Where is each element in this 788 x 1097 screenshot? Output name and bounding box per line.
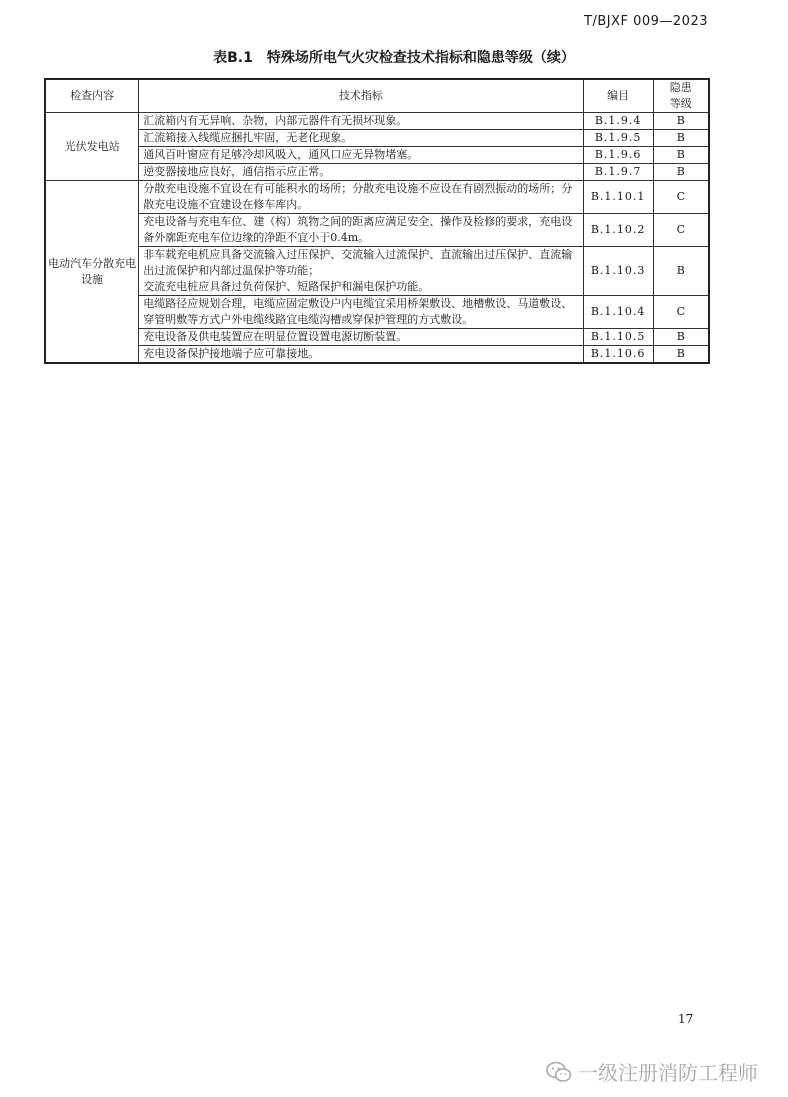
code-cell: B.1.9.7 [583, 164, 653, 181]
grade-cell: C [653, 181, 709, 214]
watermark [546, 1057, 758, 1086]
indicator-cell: 充电设备保护接地端子应可靠接地。 [139, 346, 583, 364]
header-code: 编目 [583, 79, 653, 113]
header-category: 检查内容 [45, 79, 139, 113]
indicator-cell: 非车载充电机应具备交流输入过压保护、交流输入过流保护、直流输出过压保护、直流输出过流保护和内部过温保护等功能； 交流充电桩应具备过负荷保护、短路保护和漏电保护功能。 [139, 247, 583, 296]
category-cell-ev: 电动汽车分散充电设施 [45, 181, 139, 364]
indicator-cell: 汇流箱内有无异响、杂物，内部元器件有无损坏现象。 [139, 113, 583, 130]
code-cell: B.1.10.3 [583, 247, 653, 296]
table-row [45, 147, 709, 164]
code-cell: B.1.10.1 [583, 181, 653, 214]
table-title: 表B.1 特殊场所电气火灾检查技术指标和隐患等级（续） [213, 50, 575, 66]
table-row [45, 113, 709, 130]
code-cell: B.1.10.4 [583, 296, 653, 329]
table-row [45, 296, 709, 329]
table-row [45, 181, 709, 214]
watermark-text: 一级注册消防工程师 [578, 1061, 758, 1085]
table-row [45, 130, 709, 147]
indicator-cell: 充电设备及供电装置应在明显位置设置电源切断装置。 [139, 329, 583, 346]
wechat-icon [546, 1061, 572, 1083]
header-grade: 隐患 等级 [653, 79, 709, 113]
grade-cell: B [653, 130, 709, 147]
code-cell: B.1.10.2 [583, 214, 653, 247]
code-cell: B.1.9.4 [583, 113, 653, 130]
document-code: T/BJXF 009—2023 [584, 14, 708, 29]
code-cell: B.1.10.5 [583, 329, 653, 346]
grade-cell: B [653, 147, 709, 164]
indicator-cell: 通风百叶窗应有足够冷却风吸入，通风口应无异物堵塞。 [139, 147, 583, 164]
category-cell-pv: 光伏发电站 [45, 113, 139, 181]
header-indicator: 技术指标 [139, 79, 583, 113]
grade-cell: B [653, 329, 709, 346]
indicator-cell: 分散充电设施不宜设在有可能积水的场所；分散充电设施不应设在有剧烈振动的场所；分散充电设施不宜建设在修车库内。 [139, 181, 583, 214]
indicator-cell: 充电设备与充电车位、建（构）筑物之间的距离应满足安全、操作及检修的要求，充电设备外廓距充电车位边缘的净距不宜小于0.4m。 [139, 214, 583, 247]
table-row [45, 214, 709, 247]
grade-cell: B [653, 164, 709, 181]
table-row [45, 329, 709, 346]
indicator-cell: 逆变器接地应良好，通信指示应正常。 [139, 164, 583, 181]
grade-cell: B [653, 113, 709, 130]
code-cell: B.1.9.6 [583, 147, 653, 164]
indicator-cell: 汇流箱接入线缆应捆扎牢固，无老化现象。 [139, 130, 583, 147]
code-cell: B.1.9.5 [583, 130, 653, 147]
inspection-table [44, 78, 710, 364]
table-row [45, 164, 709, 181]
table-row [45, 247, 709, 296]
page-number: 17 [678, 1012, 694, 1026]
grade-cell: C [653, 214, 709, 247]
code-cell: B.1.10.6 [583, 346, 653, 364]
grade-cell: B [653, 247, 709, 296]
table-header-row [45, 79, 709, 113]
table-row [45, 346, 709, 364]
indicator-cell: 电缆路径应规划合理，电缆应固定敷设户内电缆宜采用桥架敷设、地槽敷设、马道敷设、穿管明敷等方式户外电缆线路宜电缆沟槽或穿保护管理的方式敷设。 [139, 296, 583, 329]
grade-cell: B [653, 346, 709, 364]
grade-cell: C [653, 296, 709, 329]
